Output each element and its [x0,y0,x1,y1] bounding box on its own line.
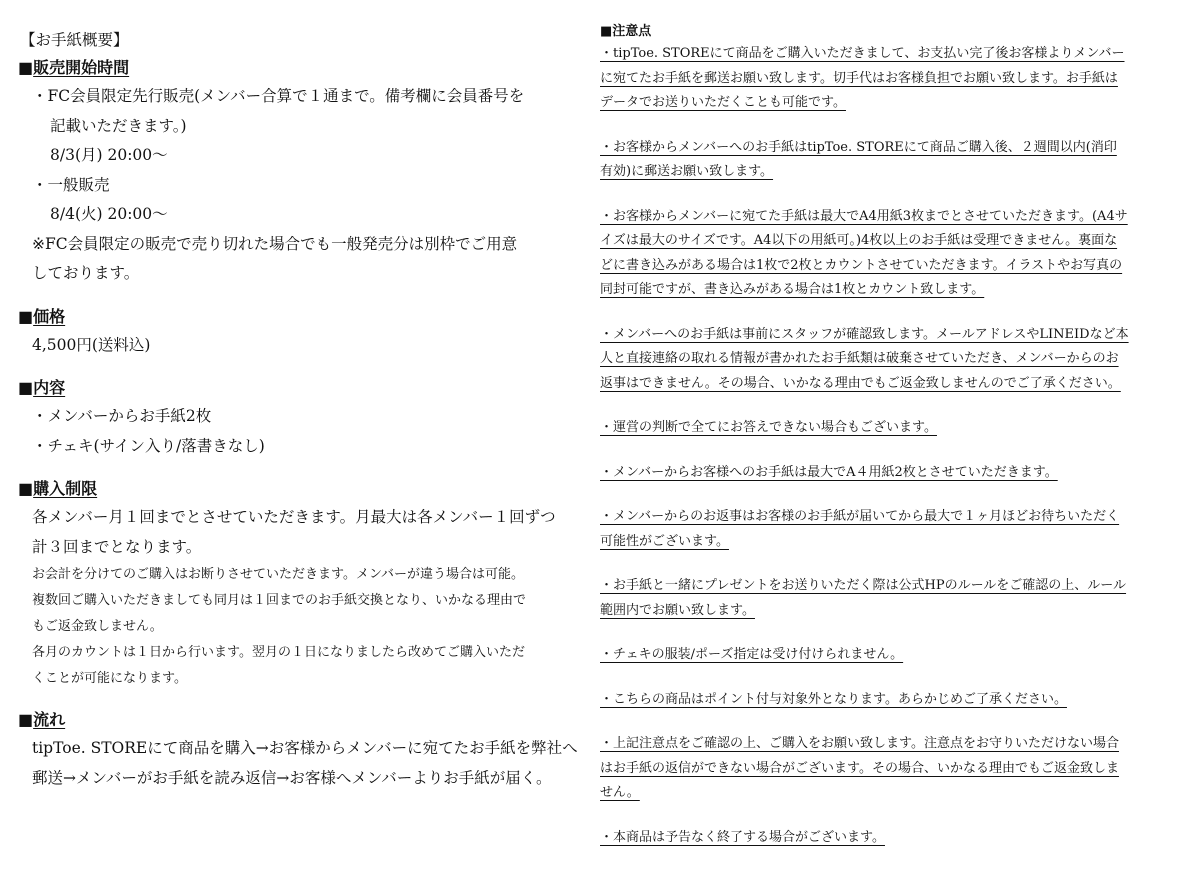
document-title: 【お手紙概要】 [20,31,129,49]
general-date: 8/4(火) 20:00〜 [50,205,168,223]
note-item [600,574,1180,623]
flow-line-2: 郵送→メンバーがお手紙を読み返信→お客様へメンバーよりお手紙が届く。 [32,768,552,787]
limit-line-2: 計３回までとなります。 [32,537,202,556]
note-line: ・こちらの商品はポイント付与対象外となります。あらかじめご了承ください。 [600,691,1067,707]
limit-small-2: 複数回ご購入いただきましても同月は１回までのお手紙交換となり、いかなる理由で [32,593,527,608]
note-line: ・メンバーからお客様へのお手紙は最大でA４用紙2枚とさせていただきます。 [600,464,1058,480]
note-line: ・メンバーからのお返事はお客様のお手紙が届いてから最大で１ヶ月ほどお待ちいただく [600,509,1120,524]
note-line: に宛てたお手紙を郵送お願い致します。切手代はお客様負担でお願い致します。お手紙は [600,70,1118,86]
note-line: イズは最大のサイズです。A4以下の用紙可。)4枚以上のお手紙は受理できません。裏面な [600,233,1118,248]
note-line: ・運営の判断で全てにお答えできない場合もございます。 [600,420,937,435]
note-line: ・お客様からメンバーに宛てた手紙は最大でA4用紙3枚までとさせていただきます。(A4サ [600,208,1128,224]
note-item [600,323,1180,397]
price-section [18,303,588,361]
note-line: どに書き込みがある場合は1枚で2枚とカウントさせていただきます。イラストやお写真の [600,257,1123,273]
limit-heading: ■購入制限 [18,479,98,498]
note-line: データでお送りいただくことも可能です。 [600,95,846,110]
notes-heading: ■注意点 [600,24,652,39]
fc-label: ・FC会員限定先行販売(メンバー合算で１通まで。備考欄に会員番号を [32,87,525,105]
note-line: ・お客様からメンバーへのお手紙はtipToe. STOREにて商品ご購入後、２週間以内(消印 [600,139,1117,155]
sales-note-1: ※FC会員限定の販売で売り切れた場合でも一般発売分は別枠でご用意 [32,234,518,253]
contents-item: ・チェキ(サイン入り/落書きなし) [32,436,265,455]
note-line: せん。 [600,785,640,800]
contents-item: ・メンバーからお手紙2枚 [32,407,212,425]
note-item [600,688,1180,713]
note-line: ・本商品は予告なく終了する場合がございます。 [600,829,885,845]
note-line: ・tipToe. STOREにて商品をご購入いただきまして、お支払い完了後お客様よりメンバー [600,46,1125,61]
general-label: ・一般販売 [32,175,110,194]
left-column [18,26,588,807]
flow-line-1: tipToe. STOREにて商品を購入→お客様からメンバーに宛てたお手紙を弊社へ [32,739,578,757]
right-column [600,22,1180,870]
note-line: 人と直接連絡の取れる情報が書かれたお手紙類は破棄させていただき、メンバーからのお [600,351,1119,366]
note-item [600,732,1180,806]
note-line: 範囲内でお願い致します。 [600,602,755,618]
note-line: ・チェキの服装/ポーズ指定は受け付けられません。 [600,647,904,662]
limit-small-3: もご返金致しません。 [32,619,163,634]
note-line: 返事はできません。その場合、いかなる理由でもご返金致しませんのでご了承ください。 [600,375,1121,391]
note-item [600,136,1180,185]
limit-small-5: くことが可能になります。 [32,671,187,686]
note-item [600,826,1180,851]
note-line: ・上記注意点をご確認の上、ご購入をお願い致します。注意点をお守りいただけない場合 [600,736,1119,751]
note-line: ・お手紙と一緒にプレゼントをお送りいただく際は公式HPのルールをご確認の上、ルール [600,578,1127,593]
note-item [600,42,1180,116]
note-item [600,643,1180,668]
sales-heading: ■販売開始時間 [18,58,130,77]
note-item [600,205,1180,303]
note-line: 可能性がございます。 [600,533,729,549]
note-line: 有効)に郵送お願い致します。 [600,164,774,179]
limit-section [18,475,588,692]
fc-date: 8/3(月) 20:00〜 [50,146,168,164]
sales-note-2: しております。 [32,264,140,282]
price-heading: ■価格 [18,306,66,326]
price-value: 4,500円(送料込) [32,335,151,354]
note-item [600,461,1180,486]
contents-heading: ■内容 [18,378,66,397]
flow-section [18,706,588,793]
contents-section [18,374,588,461]
note-item [600,505,1180,554]
sales-section [18,54,588,289]
fc-label-cont: 記載いただきます。) [50,116,187,135]
notes-list [600,42,1180,850]
note-line: ・メンバーへのお手紙は事前にスタッフが確認致します。メールアドレスやLINEIDなど本 [600,326,1129,342]
limit-line-1: 各メンバー月１回までとさせていただきます。月最大は各メンバー１回ずつ [32,508,556,526]
note-line: 同封可能ですが、書き込みがある場合は1枚とカウント致します。 [600,282,985,297]
limit-small-1: お会計を分けてのご購入はお断りさせていただきます。メンバーが違う場合は可能。 [32,567,525,582]
flow-heading: ■流れ [18,710,66,729]
note-item [600,416,1180,441]
note-line: はお手紙の返信ができない場合がございます。その場合、いかなる理由でもご返金致しま [600,760,1119,776]
limit-small-4: 各月のカウントは１日から行います。翌月の１日になりましたら改めてご購入いただ [32,645,525,660]
